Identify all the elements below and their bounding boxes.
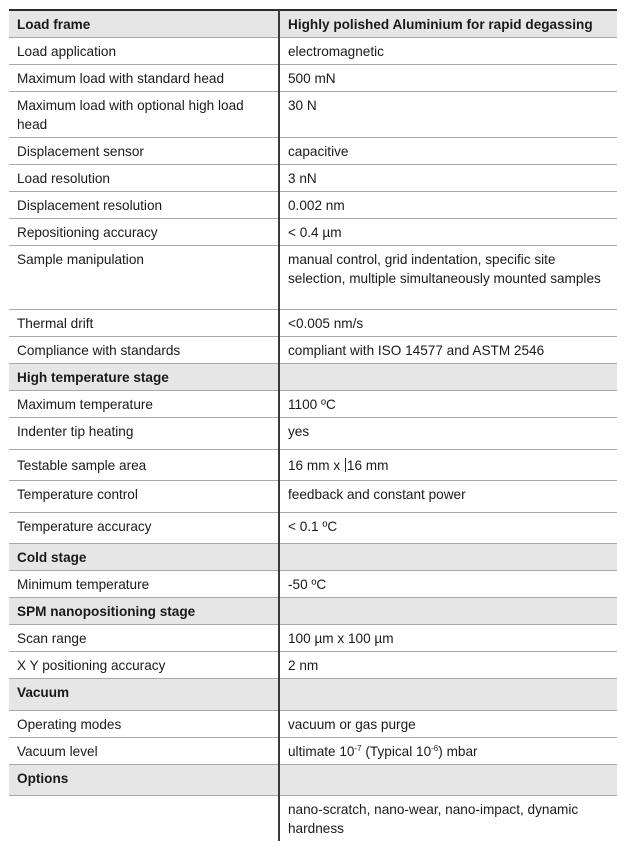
spec-label: Displacement sensor bbox=[9, 138, 279, 165]
section-header-row bbox=[9, 10, 617, 38]
spec-value bbox=[279, 679, 617, 711]
section-header-row bbox=[9, 679, 617, 711]
spec-table bbox=[9, 9, 617, 841]
spec-row bbox=[9, 711, 617, 738]
spec-row bbox=[9, 192, 617, 219]
spec-row bbox=[9, 337, 617, 364]
spec-value: 500 mN bbox=[279, 65, 617, 92]
section-header-row bbox=[9, 765, 617, 796]
spec-label: Load application bbox=[9, 38, 279, 65]
spec-row bbox=[9, 513, 617, 544]
spec-label: X Y positioning accuracy bbox=[9, 652, 279, 679]
spec-label: Load frame bbox=[9, 10, 279, 38]
spec-label: Temperature control bbox=[9, 481, 279, 513]
spec-row bbox=[9, 246, 617, 310]
spec-row bbox=[9, 571, 617, 598]
spec-value-part: 16 mm x bbox=[288, 458, 340, 473]
spec-table-body bbox=[9, 10, 617, 841]
spec-label: Maximum load with standard head bbox=[9, 65, 279, 92]
spec-label: Sample manipulation bbox=[9, 246, 279, 310]
spec-label: Vacuum bbox=[9, 679, 279, 711]
spec-value bbox=[279, 544, 617, 571]
spec-value: <0.005 nm/s bbox=[279, 310, 617, 337]
spec-value-part: ) mbar bbox=[438, 744, 477, 759]
spec-row bbox=[9, 92, 617, 138]
spec-value: 1100 ºC bbox=[279, 391, 617, 418]
spec-label: Vacuum level bbox=[9, 738, 279, 765]
spec-value: manual control, grid indentation, specific site selection, multiple simultaneously mounted samples bbox=[279, 246, 617, 310]
spec-value: yes bbox=[279, 418, 617, 450]
spec-label: Minimum temperature bbox=[9, 571, 279, 598]
spec-row bbox=[9, 310, 617, 337]
section-header-row bbox=[9, 544, 617, 571]
spec-label: Displacement resolution bbox=[9, 192, 279, 219]
spec-row bbox=[9, 796, 617, 841]
spec-value: 100 µm x 100 µm bbox=[279, 625, 617, 652]
spec-label: Cold stage bbox=[9, 544, 279, 571]
spec-row bbox=[9, 38, 617, 65]
spec-label: High temperature stage bbox=[9, 364, 279, 391]
spec-value: 30 N bbox=[279, 92, 617, 138]
section-header-row bbox=[9, 598, 617, 625]
spec-value: capacitive bbox=[279, 138, 617, 165]
spec-label: Indenter tip heating bbox=[9, 418, 279, 450]
spec-label: Maximum load with optional high load head bbox=[9, 92, 279, 138]
spec-label: Thermal drift bbox=[9, 310, 279, 337]
spec-row bbox=[9, 138, 617, 165]
spec-value: 2 nm bbox=[279, 652, 617, 679]
spec-label: Options bbox=[9, 765, 279, 796]
spec-value: 0.002 nm bbox=[279, 192, 617, 219]
spec-value: < 0.4 µm bbox=[279, 219, 617, 246]
spec-label bbox=[9, 796, 279, 841]
spec-value: -50 ºC bbox=[279, 571, 617, 598]
spec-value: nano-scratch, nano-wear, nano-impact, dynamic hardness bbox=[279, 796, 617, 841]
spec-value-part: 16 mm bbox=[347, 458, 389, 473]
spec-value-part: ultimate 10 bbox=[288, 744, 355, 759]
spec-row bbox=[9, 481, 617, 513]
spec-value bbox=[279, 598, 617, 625]
spec-value bbox=[279, 765, 617, 796]
spec-row bbox=[9, 652, 617, 679]
exponent: -7 bbox=[355, 744, 362, 753]
spec-row bbox=[9, 165, 617, 192]
spec-value bbox=[279, 738, 617, 765]
exponent: -6 bbox=[431, 744, 438, 753]
spec-row bbox=[9, 450, 617, 481]
spec-value bbox=[279, 364, 617, 391]
spec-value bbox=[279, 450, 617, 481]
spec-row bbox=[9, 418, 617, 450]
spec-label: Maximum temperature bbox=[9, 391, 279, 418]
spec-value: < 0.1 ºC bbox=[279, 513, 617, 544]
spec-label: Repositioning accuracy bbox=[9, 219, 279, 246]
spec-label: Operating modes bbox=[9, 711, 279, 738]
spec-label: Load resolution bbox=[9, 165, 279, 192]
text-cursor-icon bbox=[345, 458, 346, 472]
section-header-row bbox=[9, 364, 617, 391]
spec-value: electromagnetic bbox=[279, 38, 617, 65]
spec-row bbox=[9, 391, 617, 418]
spec-row bbox=[9, 738, 617, 765]
spec-label: Temperature accuracy bbox=[9, 513, 279, 544]
spec-value: compliant with ISO 14577 and ASTM 2546 bbox=[279, 337, 617, 364]
spec-row bbox=[9, 625, 617, 652]
spec-value: Highly polished Aluminium for rapid degassing bbox=[279, 10, 617, 38]
spec-value: vacuum or gas purge bbox=[279, 711, 617, 738]
spec-value: 3 nN bbox=[279, 165, 617, 192]
spec-label: Testable sample area bbox=[9, 450, 279, 481]
spec-value: feedback and constant power bbox=[279, 481, 617, 513]
spec-value-part: (Typical 10 bbox=[362, 744, 432, 759]
spec-label: Compliance with standards bbox=[9, 337, 279, 364]
spec-label: SPM nanopositioning stage bbox=[9, 598, 279, 625]
spec-label: Scan range bbox=[9, 625, 279, 652]
spec-row bbox=[9, 219, 617, 246]
spec-row bbox=[9, 65, 617, 92]
